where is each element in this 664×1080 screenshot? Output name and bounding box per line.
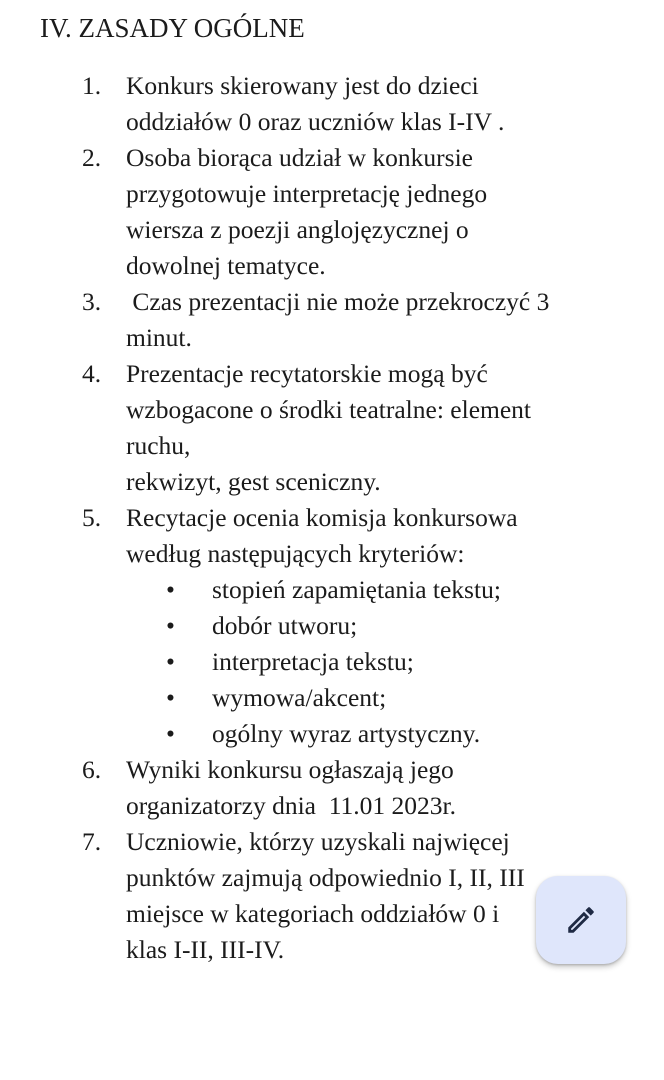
list-item-text-line: dowolnej tematyce. — [126, 251, 326, 280]
bullet-marker: • — [166, 647, 175, 676]
list-item — [0, 500, 664, 752]
list-item-text-line: Recytacje ocenia komisja konkursowa — [126, 503, 518, 532]
bullet-marker: • — [166, 575, 175, 604]
list-item — [0, 356, 664, 500]
criteria-text: stopień zapamiętania tekstu; — [212, 575, 501, 604]
criteria-text: ogólny wyraz artystyczny. — [212, 719, 481, 748]
list-item-number: 7. — [82, 827, 102, 856]
bullet-marker: • — [166, 611, 175, 640]
list-item — [0, 284, 664, 356]
list-item — [0, 140, 664, 284]
criteria-list-item — [126, 716, 614, 752]
list-item-text-line: Czas prezentacji nie może przekroczyć 3 — [126, 287, 550, 316]
criteria-list-item — [126, 644, 614, 680]
rules-list — [0, 68, 664, 968]
list-item-text-line: Uczniowie, którzy uzyskali najwięcej — [126, 827, 510, 856]
list-item-text-line: organizatorzy dnia 11.01 2023r. — [126, 791, 457, 820]
criteria-text: interpretacja tekstu; — [212, 647, 414, 676]
list-item-text-line: wiersza z poezji anglojęzycznej o — [126, 215, 469, 244]
criteria-text: dobór utworu; — [212, 611, 358, 640]
list-item-text-line: rekwizyt, gest sceniczny. — [126, 467, 381, 496]
list-item-text-line: oddziałów 0 oraz uczniów klas I-IV . — [126, 107, 505, 136]
bullet-marker: • — [166, 683, 175, 712]
section-heading: IV. ZASADY OGÓLNE — [40, 13, 305, 43]
criteria-list-item — [126, 572, 614, 608]
list-item-text-line: ruchu, — [126, 431, 191, 460]
list-item-number: 4. — [82, 359, 102, 388]
list-item-text-line: przygotowuje interpretację jednego — [126, 179, 488, 208]
list-item-text-line: Osoba biorąca udział w konkursie — [126, 143, 473, 172]
list-item-text-line: klas I-II, III-IV. — [126, 935, 285, 964]
list-item — [0, 752, 664, 824]
pencil-icon — [564, 903, 598, 937]
list-item-text-line: według następujących kryteriów: — [126, 539, 465, 568]
criteria-text: wymowa/akcent; — [212, 683, 387, 712]
list-item-number: 6. — [82, 755, 102, 784]
list-item-text-line: punktów zajmują odpowiednio I, II, III — [126, 863, 525, 892]
bullet-marker: • — [166, 719, 175, 748]
list-item-text-line: Konkurs skierowany jest do dzieci — [126, 71, 479, 100]
list-item-number: 2. — [82, 143, 102, 172]
list-item-number: 3. — [82, 287, 102, 316]
list-item-text-line: Prezentacje recytatorskie mogą być — [126, 359, 488, 388]
list-item-text-line: Wyniki konkursu ogłaszają jego — [126, 755, 454, 784]
criteria-list-item — [126, 608, 614, 644]
list-item-text-line: minut. — [126, 323, 192, 352]
list-item — [0, 68, 664, 140]
criteria-list-item — [126, 680, 614, 716]
list-item-text-line: wzbogacone o środki teatralne: element — [126, 395, 531, 424]
criteria-sublist — [0, 572, 614, 752]
edit-fab-button[interactable] — [536, 876, 626, 964]
list-item-number: 5. — [82, 503, 102, 532]
list-item-text-line: miejsce w kategoriach oddziałów 0 i — [126, 899, 500, 928]
list-item-number: 1. — [82, 71, 102, 100]
